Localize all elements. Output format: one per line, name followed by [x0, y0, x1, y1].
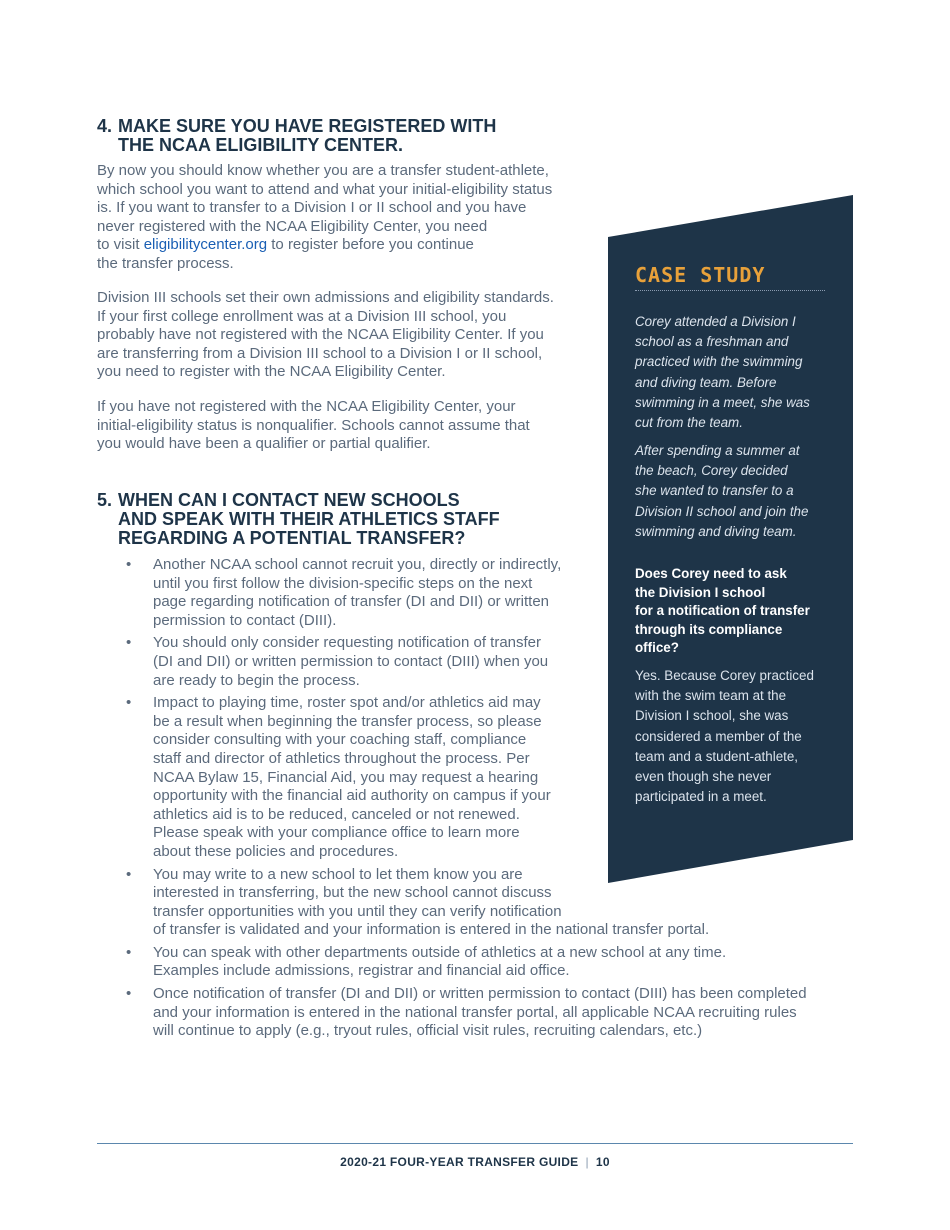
section-4-paragraph-1 [97, 162, 582, 274]
eligibility-center-link[interactable]: eligibilitycenter.org [143, 236, 268, 254]
bullet-item [97, 866, 857, 940]
section-4-title: MAKE SURE YOU HAVE REGISTERED WITH THE NCAA ELIGIBILITY CENTER. [118, 116, 497, 155]
page-footer [0, 1155, 950, 1169]
paragraph-1-text-a: By now you should know whether you are a transfer student-athlete, which school you want to attend and what your initial-eligibility status is. If you want to transfer to a Division I or II school and you have never registered with the NCAA Eligibility Center, you need to visit [97, 162, 553, 254]
bullet-text: You can speak with other departments outside of athletics at a new school at any time. Examples include admissions, registrar and financial aid office. [153, 943, 727, 980]
footer-divider [97, 1143, 853, 1144]
footer-separator: | [585, 1155, 589, 1169]
bullet-dot: • [126, 694, 132, 712]
case-study-question: Does Corey need to ask the Division I school for a notification of transfer through its compliance office? [635, 566, 810, 655]
case-study-title: CASE STUDY [635, 263, 766, 287]
bullet-dot: • [126, 865, 132, 883]
section-4-number: 4. [97, 116, 113, 136]
case-study-answer: Yes. Because Corey practiced with the swim team at the Division I school, she was considered a member of the team and a student-athlete, even though she never participated in a meet. [635, 668, 814, 805]
bullet-item [97, 944, 857, 981]
section-4-paragraph-3: If you have not registered with the NCAA Eligibility Center, your initial-eligibility status is nonqualifier. Schools cannot assume that you would have been a qualifier or partial qualifier. [97, 398, 530, 453]
section-4-heading [97, 117, 496, 155]
case-study-divider [635, 290, 825, 291]
section-5-heading [97, 491, 500, 548]
paragraph-1-text-b: to register before you continue the transfer process. [97, 236, 474, 272]
section-5-title: WHEN CAN I CONTACT NEW SCHOOLS AND SPEAK WITH THEIR ATHLETICS STAFF REGARDING A POTENTIAL TRANSFER? [118, 490, 500, 548]
bullet-text: You may write to a new school to let them know you are interested in transferring, but the new school cannot discuss transfer opportunities with you until they can verify notification of transfer is validated and your information is entered in the national transfer portal. [153, 865, 710, 939]
bullet-dot: • [126, 556, 132, 573]
bullet-text: Once notification of transfer (DI and DII) or written permission to contact (DIII) has been completed and your information is entered in the national transfer portal, all applicable NCAA recruiting rules will continue to apply (e.g., tryout rules, official visit rules, recruiting calendars, etc.) [153, 985, 807, 1040]
case-study-story-1: Corey attended a Division I school as a freshman and practiced with the swimming and diving team. Before swimming in a meet, she was cut from the team. [635, 314, 810, 431]
section-4-paragraph-2: Division III schools set their own admissions and eligibility standards. If your first college enrollment was at a Division III school, you probably have not registered with the NCAA Eligibility Center. If you are transferring from a Division III school to a Division I or II school, you need to register with the NCAA Eligibility Center. [97, 289, 554, 381]
bullet-text: You should only consider requesting notification of transfer (DI and DII) or written permission to contact (DIII) when you are ready to begin the process. [153, 634, 549, 689]
section-5-number: 5. [97, 490, 113, 510]
bullet-item [97, 985, 857, 1041]
bullet-dot: • [126, 634, 132, 652]
bullet-text: Impact to playing time, roster spot and/or athletics aid may be a result when beginning the transfer process, so please consider consulting with your coaching staff, compliance staff and director of athletics throughout the process. Per NCAA Bylaw 15, Financial Aid, you may request a hearing opportunity with the financial aid authority on campus if your athletics aid is to be reduced, canceled or not renewed. Please speak with your compliance office to learn more about these policies and procedures. [153, 694, 551, 860]
footer-page-number: 10 [595, 1155, 610, 1169]
bullet-dot: • [126, 985, 132, 1003]
case-study-story-2: After spending a summer at the beach, Corey decided she wanted to transfer to a Division II school and join the swimming and diving team. [635, 443, 809, 539]
bullet-dot: • [126, 943, 132, 961]
bullet-text: Another NCAA school cannot recruit you, directly or indirectly, until you first follow the division-specific steps on the next page regarding notification of transfer (DI and DII) or written permission to contact (DIII). [153, 556, 562, 629]
footer-guide-title: 2020-21 FOUR-YEAR TRANSFER GUIDE [340, 1155, 579, 1169]
